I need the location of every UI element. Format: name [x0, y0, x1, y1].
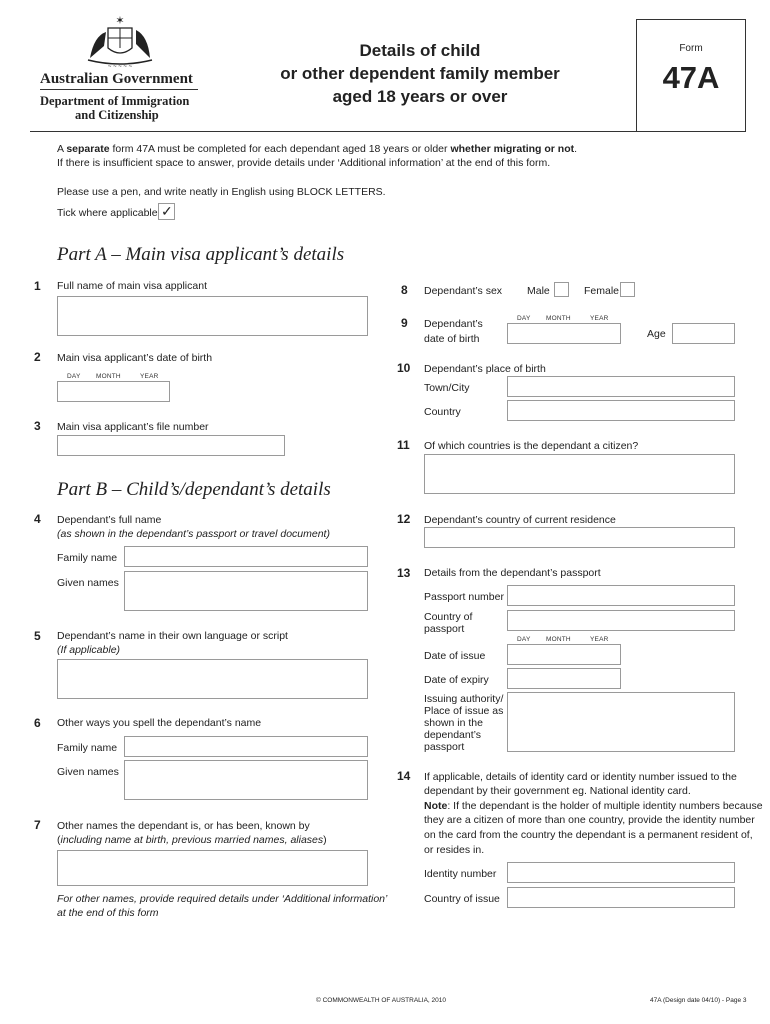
page-info: 47A (Design date 04/10) - Page 3	[650, 997, 747, 1004]
identity-country-input[interactable]	[507, 887, 735, 908]
q6-label: Other ways you spell the dependant’s name	[57, 717, 262, 729]
form-label: Form	[679, 43, 703, 54]
dependant-native-name-input[interactable]	[57, 659, 368, 699]
passport-expiry-date-input[interactable]	[507, 668, 621, 689]
date-of-issue-label: Date of issue	[424, 650, 486, 662]
q13-month-label: MONTH	[546, 636, 571, 643]
q1-number: 1	[34, 279, 41, 293]
q14-line-3: Note: If the dependant is the holder of multiple identity numbers because	[424, 800, 763, 812]
issuing-label-2: Place of issue as	[424, 705, 504, 717]
q7-footer-line-1: For other names, provide required details under ‘Additional information’	[57, 893, 388, 905]
passport-country-input[interactable]	[507, 610, 735, 631]
title-line-1: Details of child	[359, 41, 481, 60]
q7-footer-line-2: at the end of this form	[57, 907, 159, 919]
q4-note: (as shown in the dependant’s passport or travel document)	[57, 528, 330, 540]
birth-country-input[interactable]	[507, 400, 735, 421]
q14-line-2: dependant by their government eg. National identity card.	[424, 785, 691, 797]
male-label: Male	[527, 285, 550, 297]
q12-label: Dependant’s country of current residence	[424, 514, 616, 526]
q9-number: 9	[401, 316, 408, 330]
title-line-3: aged 18 years or over	[332, 87, 508, 106]
q3-label: Main visa applicant’s file number	[57, 421, 209, 433]
q10-number: 10	[397, 361, 411, 375]
q9-year-label: YEAR	[590, 315, 609, 322]
q14-number: 14	[397, 769, 411, 783]
coat-of-arms-logo	[80, 14, 160, 72]
q8-number: 8	[401, 283, 408, 297]
passport-country-label-1: Country of	[424, 611, 473, 623]
identity-country-label: Country of issue	[424, 893, 500, 905]
q4-number: 4	[34, 512, 41, 526]
issuing-authority-input[interactable]	[507, 692, 735, 752]
intro-line-2: If there is insufficient space to answer, provide details under ‘Additional information’ at the end of this form.	[57, 157, 551, 169]
main-applicant-dob-input[interactable]	[57, 381, 170, 402]
dependant-given-names-input[interactable]	[124, 571, 368, 611]
department-line-2: and Citizenship	[75, 108, 159, 122]
q4-given-names-label: Given names	[57, 577, 119, 589]
tick-example-box	[158, 203, 175, 220]
q11-label: Of which countries is the dependant a citizen?	[424, 440, 639, 452]
issuing-label-5: passport	[424, 741, 465, 753]
identity-number-input[interactable]	[507, 862, 735, 883]
check-icon: ✓	[161, 203, 173, 219]
department-line-1: Department of Immigration	[40, 94, 190, 108]
q2-year-label: YEAR	[140, 373, 159, 380]
q13-year-label: YEAR	[590, 636, 609, 643]
q12-number: 12	[397, 512, 411, 526]
q9-day-label: DAY	[517, 315, 531, 322]
issuing-label-3: shown in the	[424, 717, 483, 729]
q2-number: 2	[34, 350, 41, 364]
birth-town-input[interactable]	[507, 376, 735, 397]
main-applicant-file-number-input[interactable]	[57, 435, 285, 456]
issuing-label-1: Issuing authority/	[424, 693, 504, 705]
header-rule	[30, 131, 746, 132]
age-label: Age	[647, 328, 666, 340]
female-label: Female	[584, 285, 620, 297]
q4-label: Dependant’s full name	[57, 514, 162, 526]
alt-spelling-given-names-input[interactable]	[124, 760, 368, 800]
q5-note: (If applicable)	[57, 644, 121, 656]
form-number-box	[636, 19, 746, 131]
passport-number-label: Passport number	[424, 591, 504, 603]
title-line-2: or other dependent family member	[280, 64, 560, 83]
q1-label: Full name of main visa applicant	[57, 280, 207, 292]
q2-day-label: DAY	[67, 373, 81, 380]
q13-label: Details from the dependant’s passport	[424, 567, 601, 579]
dependant-family-name-input[interactable]	[124, 546, 368, 567]
q14-line-1: If applicable, details of identity card or identity number issued to the	[424, 771, 737, 783]
passport-country-label-2: passport	[424, 623, 465, 635]
other-names-input[interactable]	[57, 850, 368, 886]
q5-label: Dependant’s name in their own language or script	[57, 630, 288, 642]
q13-day-label: DAY	[517, 636, 531, 643]
intro-line-1: A separate form 47A must be completed for each dependant aged 18 years or older whether migrating or not.	[57, 143, 578, 155]
q6-given-names-label: Given names	[57, 766, 119, 778]
residence-country-input[interactable]	[424, 527, 735, 548]
town-city-label: Town/City	[424, 382, 470, 394]
q13-number: 13	[397, 566, 411, 580]
intro-line-3: Please use a pen, and write neatly in English using BLOCK LETTERS.	[57, 186, 386, 198]
form-title	[260, 40, 580, 110]
q9-month-label: MONTH	[546, 315, 571, 322]
birth-country-label: Country	[424, 406, 461, 418]
q3-number: 3	[34, 419, 41, 433]
dependant-age-input[interactable]	[672, 323, 735, 344]
svg-text:~ ~ ~ ~ ~: ~ ~ ~ ~ ~	[107, 64, 133, 70]
q2-label: Main visa applicant’s date of birth	[57, 352, 213, 364]
q7-number: 7	[34, 818, 41, 832]
q8-label: Dependant’s sex	[424, 285, 503, 297]
female-checkbox[interactable]	[620, 282, 635, 297]
copyright-notice: © COMMONWEALTH OF AUSTRALIA, 2010	[316, 997, 446, 1004]
citizenship-countries-input[interactable]	[424, 454, 735, 494]
form-number: 47A	[662, 60, 720, 95]
dependant-dob-input[interactable]	[507, 323, 621, 344]
date-of-expiry-label: Date of expiry	[424, 674, 489, 686]
svg-text:✶: ✶	[115, 15, 125, 27]
q5-number: 5	[34, 629, 41, 643]
q7-note: (including name at birth, previous married names, aliases)	[57, 834, 327, 846]
passport-issue-date-input[interactable]	[507, 644, 621, 665]
identity-number-label: Identity number	[424, 868, 497, 880]
q10-label: Dependant’s place of birth	[424, 363, 546, 375]
q14-line-6: or resides in.	[424, 844, 485, 856]
q9-label-1: Dependant’s	[424, 318, 483, 330]
q9-label-2: date of birth	[424, 333, 480, 345]
q6-family-name-label: Family name	[57, 742, 118, 754]
tick-label: Tick where applicable	[57, 207, 158, 219]
main-applicant-name-input[interactable]	[57, 296, 368, 336]
government-name: Australian Government	[40, 71, 193, 87]
passport-number-input[interactable]	[507, 585, 735, 606]
q2-month-label: MONTH	[96, 373, 121, 380]
q11-number: 11	[397, 438, 410, 452]
q14-line-5: on the card from the country the dependant is a permanent resident of,	[424, 829, 753, 841]
q7-label: Other names the dependant is, or has been, known by	[57, 820, 310, 832]
header-divider	[40, 89, 198, 90]
part-a-heading: Part A – Main visa applicant’s details	[57, 244, 345, 265]
alt-spelling-family-name-input[interactable]	[124, 736, 368, 757]
q6-number: 6	[34, 716, 41, 730]
q4-family-name-label: Family name	[57, 552, 118, 564]
q14-line-4: they are a citizen of more than one country, provide the identity number	[424, 814, 755, 826]
part-b-heading: Part B – Child’s/dependant’s details	[57, 479, 331, 500]
male-checkbox[interactable]	[554, 282, 569, 297]
issuing-label-4: dependant’s	[424, 729, 482, 741]
